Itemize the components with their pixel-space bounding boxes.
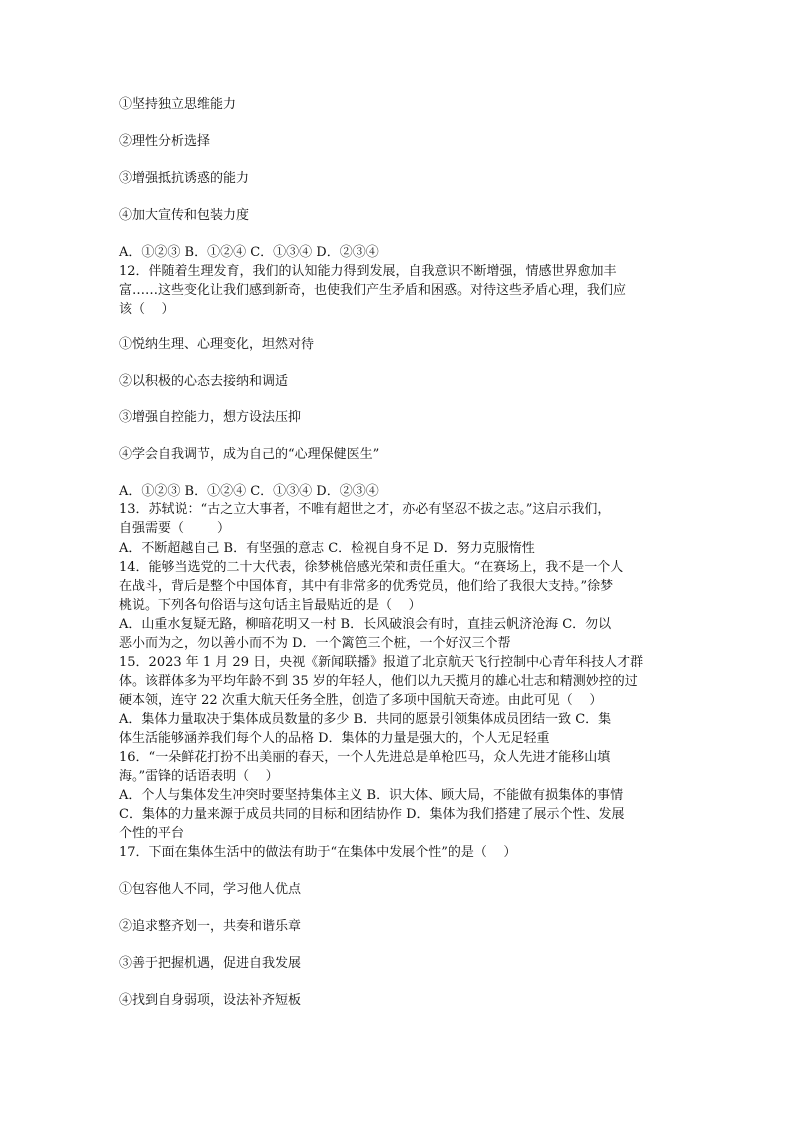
answer-choices: A．①②③ B．①②④ C．①③④ D．②③④: [119, 484, 379, 499]
question-text: 15．2023 年 1 月 29 日，央视《新闻联播》报道了北京航天飞行控制中心青年科技人才群: [119, 655, 644, 670]
question-text: 桃说。下列各句俗语与这句话主旨最贴近的是（ ）: [119, 598, 422, 613]
question-text: 14．能够当选党的二十大代表，徐梦桃倍感光荣和责任重大。“在赛场上，我不是一个人: [119, 560, 624, 575]
question-text: 自强需要（ ）: [119, 521, 231, 536]
question-text: 富……这些变化让我们感到新奇，也使我们产生矛盾和困惑。对待这些矛盾心理，我们应: [119, 283, 627, 298]
answer-choices: 体生活能够涵养我们每个人的品格 D．集体的力量是强大的，个人无足轻重: [119, 731, 550, 746]
question-text: 该（ ）: [119, 302, 175, 317]
answer-choices: A．①②③ B．①②④ C．①③④ D．②③④: [119, 245, 379, 260]
option-line: ④学会自我调节，成为自己的“心理保健医生”: [119, 447, 380, 462]
option-line: ③善于把握机遇，促进自我发展: [119, 956, 302, 971]
question-text: 硬本领，连守 22 次重大航天任务全胜，创造了多项中国航天奇迹。由此可见（ ）: [119, 693, 603, 708]
question-text: 海。”雷锋的话语表明（ ）: [119, 769, 279, 784]
option-line: ③增强抵抗诱惑的能力: [119, 171, 250, 186]
option-line: ④加大宣传和包装力度: [119, 208, 250, 223]
answer-choices: A．个人与集体发生冲突时要坚持集体主义 B．识大体、顾大局，不能做有损集体的事情: [119, 788, 624, 803]
answer-choices: A．集体力量取决于集体成员数量的多少 B．共同的愿景引领集体成员团结一致 C．集: [119, 712, 612, 727]
question-text: 体。该群体多为平均年龄不到 35 岁的年轻人，他们以九天揽月的雄心壮志和精测妙控的过: [119, 674, 638, 689]
answer-choices: A．不断超越自己 B．有坚强的意志 C．检视自身不足 D．努力克服惰性: [119, 541, 535, 556]
question-text: 16．“一朵鲜花打扮不出美丽的春天，一个人先进总是单枪匹马，众人先进才能移山填: [119, 750, 611, 765]
question-text: 在战斗，背后是整个中国体育，其中有非常多的优秀党员，他们给了我很大支持。”徐梦: [119, 579, 614, 594]
option-line: ①悦纳生理、心理变化，坦然对待: [119, 337, 315, 352]
option-line: ①坚持独立思维能力: [119, 97, 237, 112]
question-text: 13．苏轼说：“古之立大事者，不唯有超世之才，亦必有坚忍不拔之志。”这启示我们，: [119, 502, 611, 517]
option-line: ③增强自控能力，想方设法压抑: [119, 410, 302, 425]
answer-choices: A．山重水复疑无路，柳暗花明又一村 B．长风破浪会有时，直挂云帆济沧海 C．勿以: [119, 617, 612, 632]
answer-choices: 恶小而为之，勿以善小而不为 D．一个篱笆三个桩，一个好汉三个帮: [119, 636, 511, 651]
option-line: ②追求整齐划一，共奏和谐乐章: [119, 919, 302, 934]
question-text: 12．伴随着生理发育，我们的认知能力得到发展，自我意识不断增强，情感世界愈加丰: [119, 264, 617, 279]
option-line: ②以积极的心态去接纳和调适: [119, 374, 289, 389]
option-line: ④找到自身弱项，设法补齐短板: [119, 993, 302, 1008]
option-line: ②理性分析选择: [119, 134, 211, 149]
option-line: ①包容他人不同，学习他人优点: [119, 882, 302, 897]
answer-choices: 个性的平台: [119, 826, 185, 841]
question-text: 17．下面在集体生活中的做法有助于“在集体中发展个性”的是（ ）: [119, 845, 517, 860]
answer-choices: C．集体的力量来源于成员共同的目标和团结协作 D．集体为我们搭建了展示个性、发展: [119, 807, 625, 822]
